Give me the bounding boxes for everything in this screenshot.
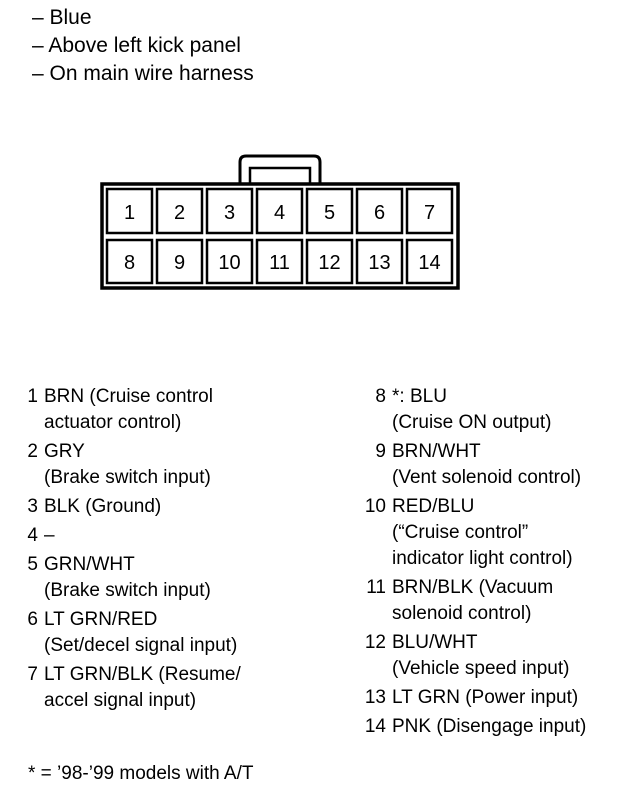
pin-entry-14 bbox=[362, 714, 640, 740]
pin-description: BLK (Ground) bbox=[44, 496, 162, 517]
pin-entry-3 bbox=[12, 494, 342, 520]
connector-description bbox=[32, 4, 254, 88]
connector-diagram bbox=[100, 154, 462, 294]
pin-label-7: 7 bbox=[423, 202, 436, 224]
pin-entry-13 bbox=[362, 685, 640, 711]
pin-number: 8 bbox=[375, 386, 386, 407]
pin-label-11: 11 bbox=[269, 252, 290, 274]
pin-number: 9 bbox=[375, 441, 386, 462]
pin-description: BRN/BLK (Vacuum solenoid control) bbox=[392, 577, 554, 624]
pin-entry-6 bbox=[12, 607, 342, 659]
pin-entry-12 bbox=[362, 630, 640, 682]
footnote: * = ’98-’99 models with A/T bbox=[28, 763, 254, 784]
pin-entry-8 bbox=[362, 384, 640, 436]
pin-description: – bbox=[44, 525, 55, 546]
pin-label-14: 14 bbox=[418, 252, 441, 274]
pin-description: BLU/WHT (Vehicle speed input) bbox=[392, 632, 570, 679]
pin-number: 13 bbox=[364, 687, 386, 708]
header-line-harness: – On main wire harness bbox=[32, 62, 254, 85]
pin-legend-left bbox=[12, 384, 342, 717]
connector-lock-tab bbox=[240, 156, 320, 184]
pin-entry-11 bbox=[362, 575, 640, 627]
pin-entry-1 bbox=[12, 384, 342, 436]
pin-label-4: 4 bbox=[273, 202, 286, 224]
pin-label-5: 5 bbox=[323, 202, 336, 224]
pin-entry-2 bbox=[12, 439, 342, 491]
pin-label-3: 3 bbox=[223, 202, 236, 224]
pin-description: RED/BLU (“Cruise control” indicator light control) bbox=[392, 496, 573, 569]
pin-description: LT GRN/RED (Set/decel signal input) bbox=[44, 609, 238, 656]
pin-number: 14 bbox=[364, 716, 386, 737]
pin-number: 6 bbox=[27, 609, 38, 630]
pin-description: BRN (Cruise control actuator control) bbox=[44, 386, 213, 433]
pin-entry-10 bbox=[362, 494, 640, 572]
pin-entry-7 bbox=[12, 662, 342, 714]
header-line-location: – Above left kick panel bbox=[32, 34, 241, 57]
pin-number: 3 bbox=[27, 496, 38, 517]
pin-description: GRY (Brake switch input) bbox=[44, 441, 211, 488]
pin-label-1: 1 bbox=[123, 202, 136, 224]
pin-entry-4 bbox=[12, 523, 342, 549]
pin-number: 10 bbox=[364, 496, 386, 517]
pin-label-6: 6 bbox=[373, 202, 386, 224]
pin-number: 7 bbox=[27, 664, 38, 685]
pin-number: 12 bbox=[364, 632, 386, 653]
pin-description: PNK (Disengage input) bbox=[392, 716, 587, 737]
pin-label-12: 12 bbox=[318, 252, 341, 274]
pin-label-13: 13 bbox=[368, 252, 391, 274]
pin-number: 1 bbox=[27, 386, 38, 407]
pin-description: GRN/WHT (Brake switch input) bbox=[44, 554, 211, 601]
pin-number: 11 bbox=[366, 577, 386, 598]
pin-number: 4 bbox=[27, 525, 38, 546]
pin-description: *: BLU (Cruise ON output) bbox=[392, 386, 552, 433]
pin-legend-right bbox=[362, 384, 640, 743]
pin-entry-9 bbox=[362, 439, 640, 491]
header-line-color: – Blue bbox=[32, 6, 92, 29]
pin-label-10: 10 bbox=[218, 252, 241, 274]
pin-label-9: 9 bbox=[173, 252, 186, 274]
pin-entry-5 bbox=[12, 552, 342, 604]
pin-label-2: 2 bbox=[173, 202, 186, 224]
pin-label-8: 8 bbox=[123, 252, 136, 274]
pin-description: LT GRN (Power input) bbox=[392, 687, 579, 708]
pin-description: BRN/WHT (Vent solenoid control) bbox=[392, 441, 582, 488]
pin-description: LT GRN/BLK (Resume/ accel signal input) bbox=[44, 664, 241, 711]
pin-number: 5 bbox=[27, 554, 38, 575]
pin-number: 2 bbox=[27, 441, 38, 462]
